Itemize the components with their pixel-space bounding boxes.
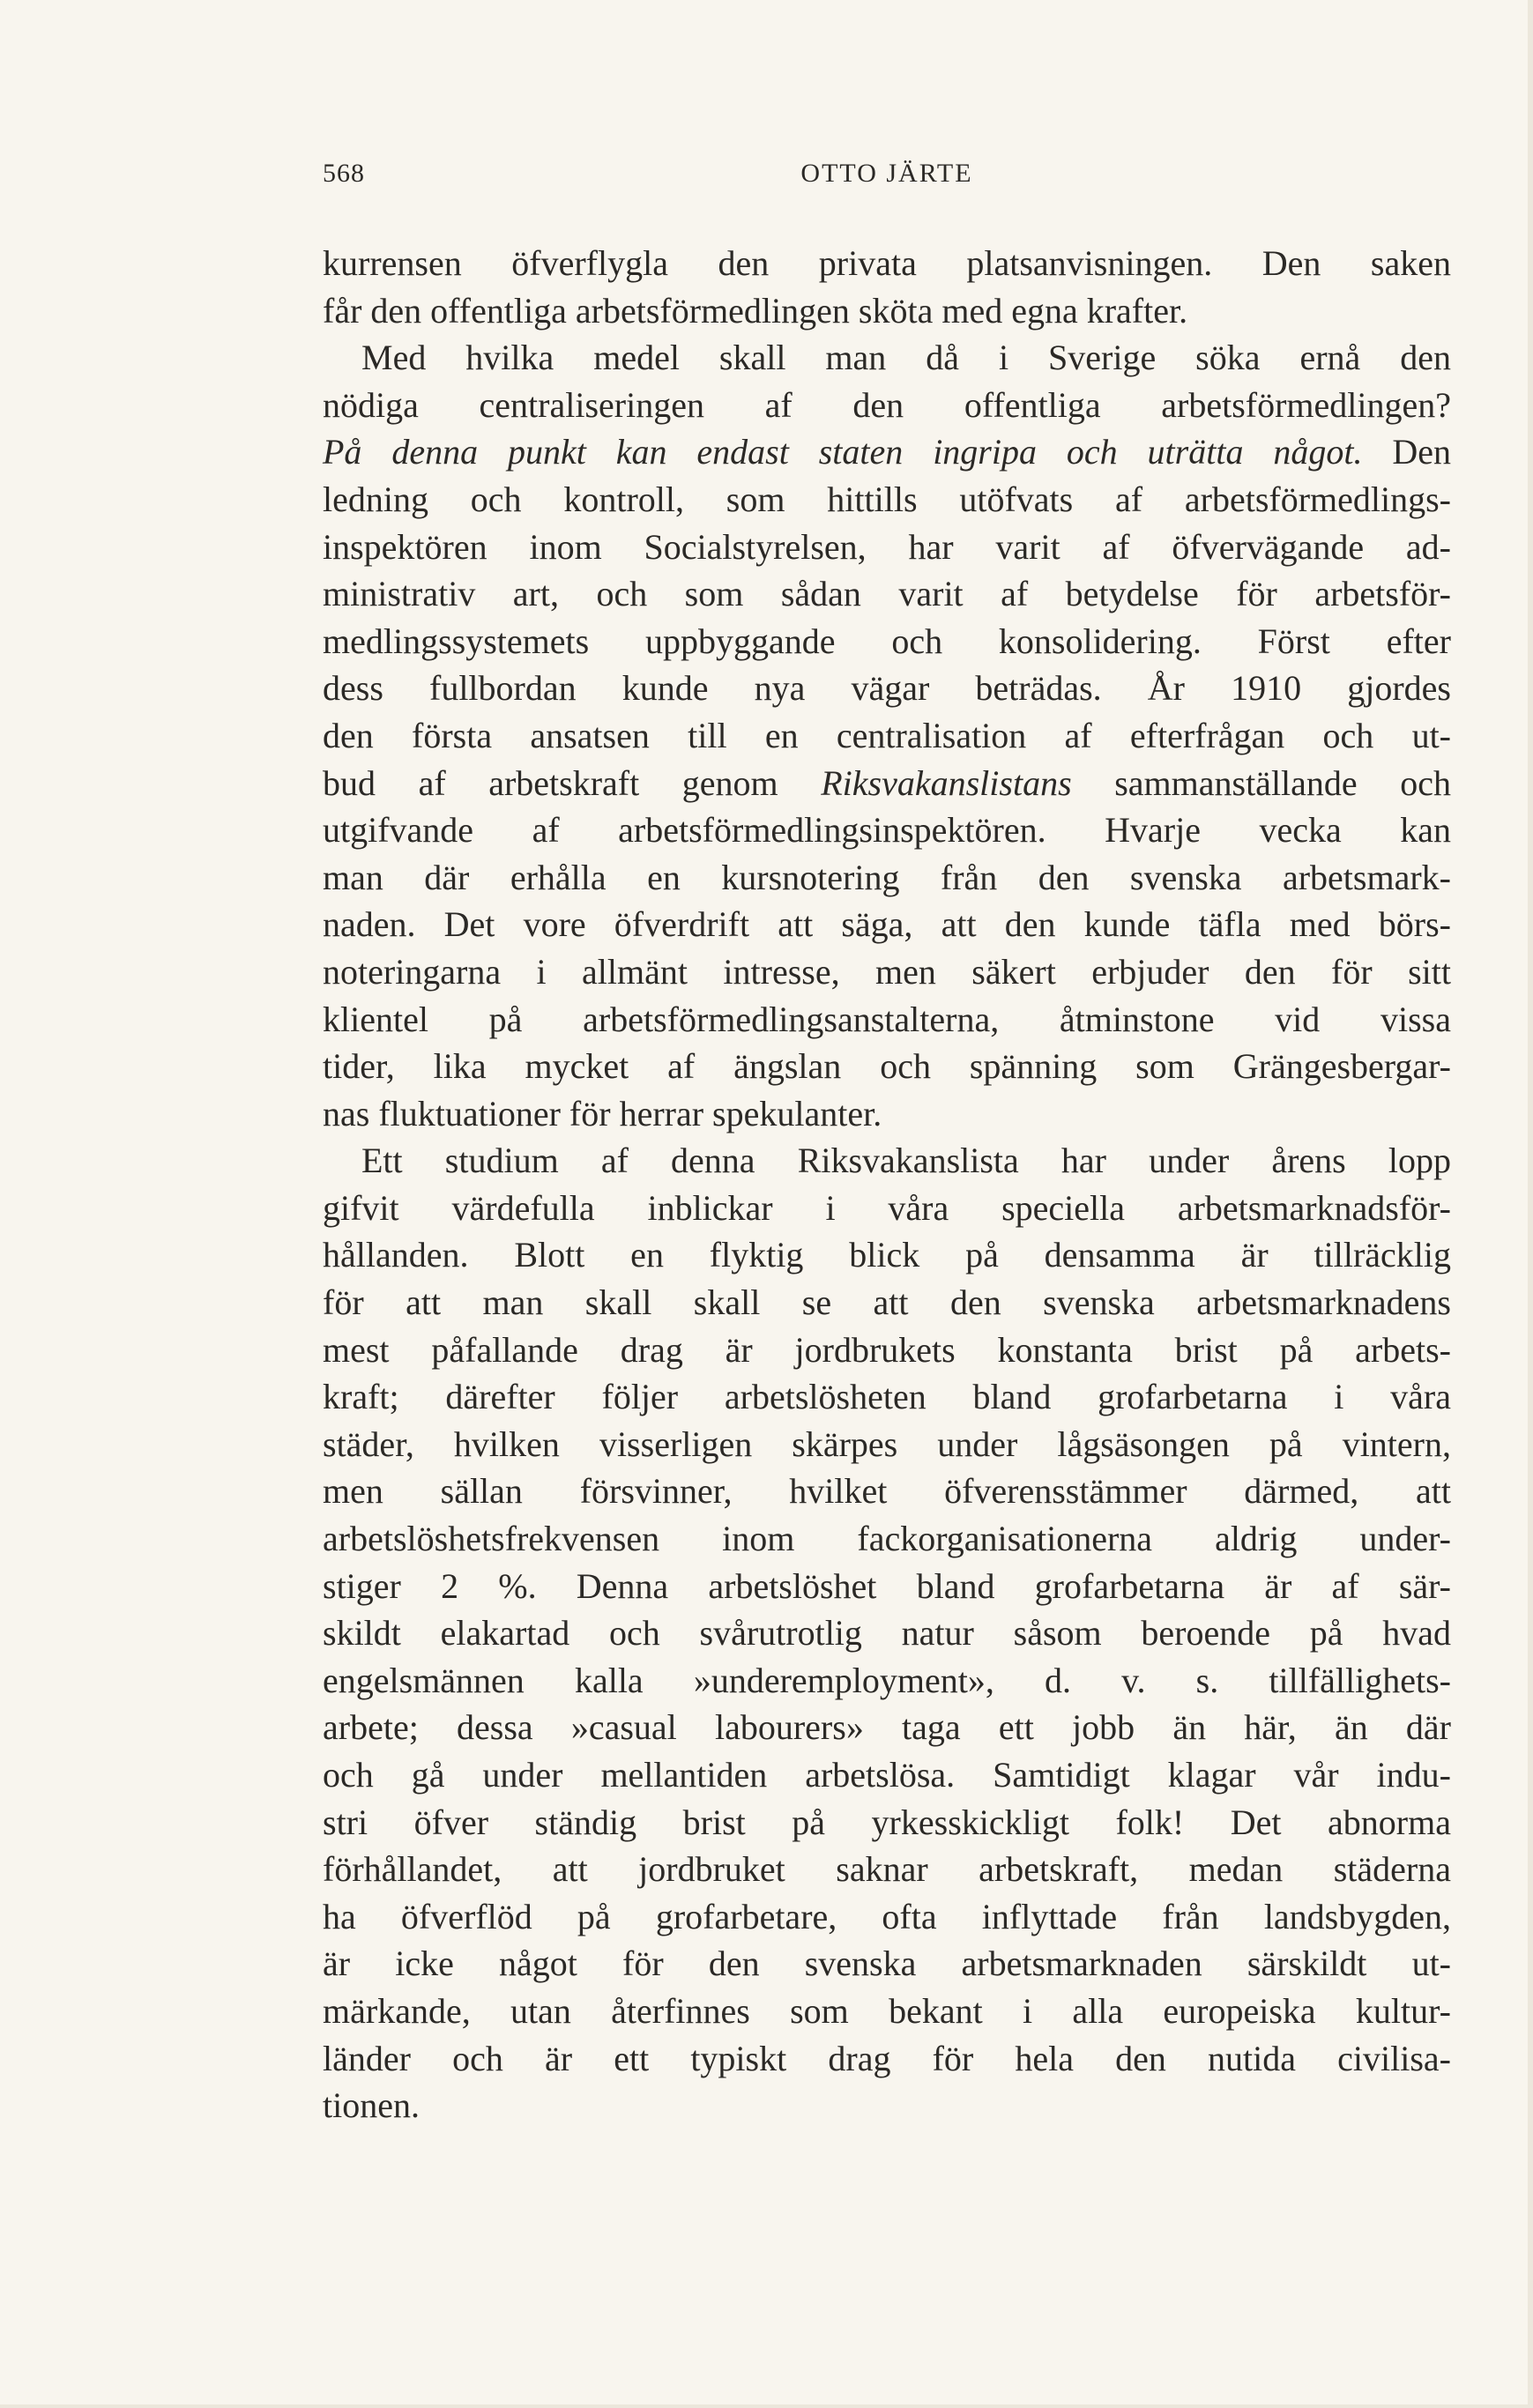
text-line: märkande, utan återfinnes som bekant i alla europeiska kultur- [323,1990,1451,2031]
page-header [323,159,1451,197]
running-title: OTTO JÄRTE [800,159,973,188]
text-line: ha öfverflöd på grofarbetare, ofta inflyttade från landsbygden, [323,1896,1451,1936]
italic-text: Riksvakanslistans [821,762,1072,803]
text-line: engelsmännen kalla »underemployment», d. v. s. tillfällighets- [323,1660,1451,1700]
text-line: stiger 2 %. Denna arbetslöshet bland grofarbetarna är af sär- [323,1565,1451,1606]
text-line: ministrativ art, och som sådan varit af betydelse för arbetsför- [323,574,1451,614]
text-line: den första ansatsen till en centralisation af efterfrågan och ut- [323,715,1451,755]
text-line: inspektören inom Socialstyrelsen, har varit af öfvervägande ad- [323,526,1451,567]
text-line: kurrensen öfverflygla den privata platsanvisningen. Den saken [323,243,1451,283]
text-line: gifvit värdefulla inblickar i våra speciella arbetsmarknadsför- [323,1187,1451,1228]
text-line [323,760,1451,807]
text-line: får den offentliga arbetsförmedlingen sköta med egna krafter. [323,290,1188,331]
text-line: noteringarna i allmänt intresse, men säkert erbjuder den för sitt [323,951,1451,992]
text-line: är icke något för den svenska arbetsmarknaden särskildt ut- [323,1943,1451,1984]
text-line: hållanden. Blott en flyktig blick på densamma är tillräcklig [323,1235,1451,1275]
text-line: naden. Det vore öfverdrift att säga, att den kunde täfla med börs- [323,904,1451,945]
text-line: medlingssystemets uppbyggande och konsolidering. Först efter [323,621,1451,661]
text-segment: Den [1362,432,1452,472]
page-number: 568 [323,159,365,188]
text-line: skildt elakartad och svårutrotlig natur såsom beroende på hvad [323,1613,1451,1654]
text-line: stri öfver ständig brist på yrkesskickligt folk! Det abnorma [323,1802,1451,1842]
text-segment: sammanställande och [1071,762,1451,803]
text-line [323,428,1451,476]
text-line: för att man skall skall se att den svenska arbetsmarknadens [323,1282,1451,1323]
text-line: ledning och kontroll, som hittills utöfvats af arbetsförmedlings- [323,479,1451,519]
text-line: mest påfallande drag är jordbrukets konstanta brist på arbets- [323,1329,1451,1370]
italic-text: På denna punkt kan endast staten ingripa och uträtta något. [323,432,1363,472]
text-line: kraft; därefter följer arbetslösheten bland grofarbetarna i våra [323,1377,1451,1417]
text-line: nas fluktuationer för herrar spekulanter. [323,1093,882,1133]
text-line: Med hvilka medel skall man då i Sverige söka ernå den [361,338,1451,378]
text-line: städer, hvilken visserligen skärpes under lågsäsongen på vintern, [323,1423,1451,1464]
text-line: och gå under mellantiden arbetslösa. Samtidigt klagar vår indu- [323,1755,1451,1795]
text-line: klientel på arbetsförmedlingsanstalterna, åtminstone vid vissa [323,999,1451,1039]
text-line: Ett studium af denna Riksvakanslista har under årens lopp [361,1141,1451,1181]
text-line: man där erhålla en kursnotering från den svenska arbetsmark- [323,857,1451,897]
body-text [323,240,1451,2129]
text-line: arbete; dessa »casual labourers» taga ett jobb än här, än där [323,1707,1451,1748]
text-line: tionen. [323,2085,420,2126]
text-line: nödiga centraliseringen af den offentliga arbetsförmedlingen? [323,384,1451,425]
text-line: arbetslöshetsfrekvensen inom fackorganisationerna aldrig under- [323,1519,1451,1559]
text-line: dess fullbordan kunde nya vägar beträdas. År 1910 gjordes [323,668,1451,709]
text-line: länder och är ett typiskt drag för hela den nutida civilisa- [323,2038,1451,2078]
text-line: men sällan försvinner, hvilket öfverensstämmer därmed, att [323,1471,1451,1512]
text-segment: bud af arbetskraft genom [323,762,822,803]
text-line: tider, lika mycket af ängslan och spänning som Grängesbergar- [323,1046,1451,1087]
text-line: förhållandet, att jordbruket saknar arbetskraft, medan städerna [323,1849,1451,1890]
text-line: utgifvande af arbetsförmedlingsinspektören. Hvarje vecka kan [323,810,1451,851]
